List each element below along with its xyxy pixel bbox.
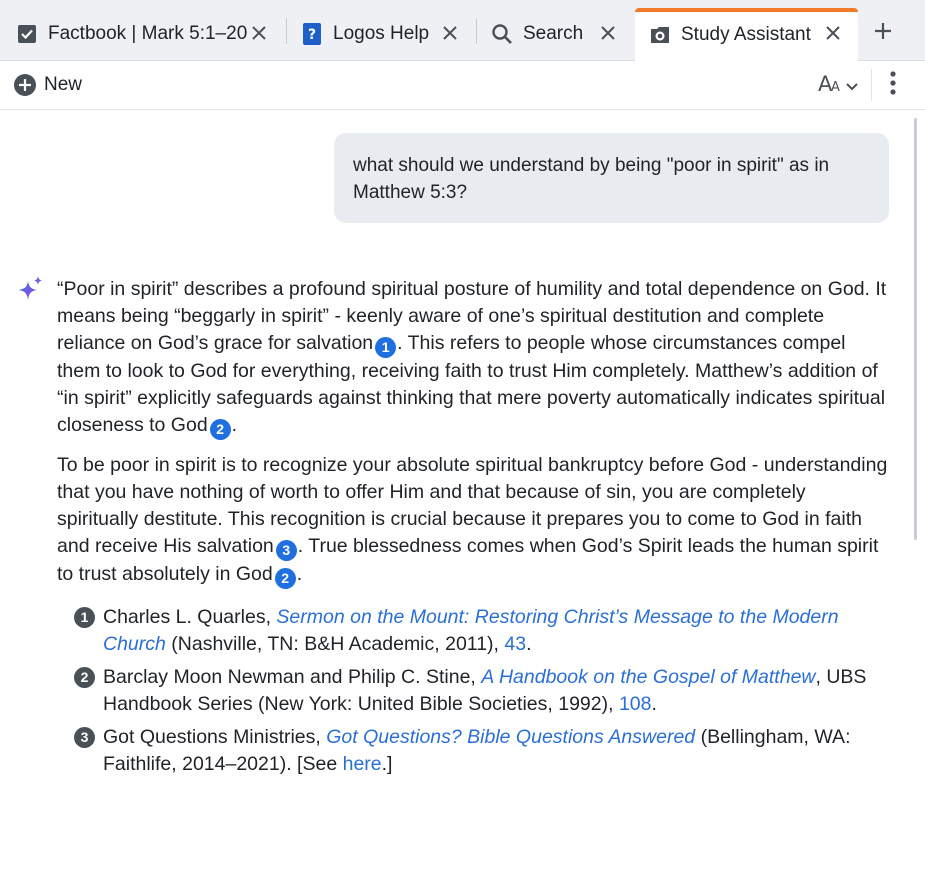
tab-search[interactable] [477, 8, 633, 60]
more-options-button[interactable] [883, 71, 903, 99]
close-icon[interactable] [439, 22, 461, 44]
reference-here-link[interactable]: here [342, 753, 382, 775]
assistant-answer [57, 276, 892, 601]
svg-text:?: ? [307, 27, 317, 43]
reference-item [74, 664, 894, 718]
svg-text:A: A [831, 80, 840, 94]
add-tab-button[interactable] [868, 18, 898, 48]
reference-end: . [526, 633, 532, 655]
new-button[interactable] [14, 72, 82, 98]
user-question-bubble [334, 133, 889, 223]
answer-text: “Poor in spirit” describes a profound spiritual posture of humility and total dependence on God. It means being “beggarly in spirit” - keenly aware of one’s spiritual destitution and complete reliance on God’s grace for salvation [57, 278, 887, 354]
tab-label: Search [523, 23, 584, 44]
reference-page-link[interactable]: 108 [618, 693, 652, 715]
kebab-menu-icon [890, 71, 896, 100]
chevron-down-icon [846, 75, 858, 98]
scrollbar[interactable] [914, 118, 917, 540]
reference-number: 1 [74, 607, 95, 628]
search-icon [491, 23, 513, 45]
close-icon[interactable] [248, 22, 270, 44]
answer-text: . [231, 414, 238, 436]
citation-badge[interactable]: 2 [210, 419, 231, 440]
close-icon[interactable] [822, 22, 844, 44]
reference-author: Got Questions Ministries, [103, 726, 327, 748]
reference-publication: , UBS Handbook Series (New York: United Bible Societies, 1992), [103, 666, 867, 715]
reference-author: Charles L. Quarles, [103, 606, 277, 628]
answer-paragraph [57, 452, 892, 589]
tab-label: Study Assistant [681, 23, 811, 45]
citation-badge[interactable]: 2 [275, 568, 296, 589]
reference-publication: (Nashville, TN: B&H Academic, 2011), [165, 633, 505, 655]
reference-number: 2 [74, 667, 95, 688]
tab-bar [0, 0, 925, 61]
close-icon[interactable] [597, 22, 619, 44]
reference-number: 3 [74, 727, 95, 748]
reference-item [74, 604, 894, 658]
toolbar-divider [871, 69, 872, 101]
reference-title-link[interactable]: Got Questions? Bible Questions Answered [326, 726, 696, 748]
svg-text:A: A [818, 72, 833, 94]
answer-text: To be poor in spirit is to recognize your absolute spiritual bankruptcy before God - understanding that you have nothing of worth to offer Him and that because of sin, you are completely spiritually destitute. This recognition is crucial because it prepares you to come to God in faith and receive His salvation [57, 454, 888, 557]
tab-label: Factbook | Mark 5:1–20 [48, 23, 248, 44]
plus-circle-icon [14, 74, 36, 96]
tab-logos-help[interactable] [287, 8, 475, 60]
tab-study-assistant[interactable] [635, 8, 858, 61]
reference-item [74, 724, 894, 778]
tab-factbook[interactable] [0, 8, 284, 60]
font-size-icon [818, 72, 844, 100]
reference-publication: (Bellingham, WA: Faithlife, 2014–2021). [See [103, 726, 851, 775]
study-assistant-icon [649, 24, 671, 46]
tab-label: Logos Help [333, 23, 430, 44]
reference-author: Barclay Moon Newman and Philip C. Stine, [103, 666, 482, 688]
ai-sparkle-icon [16, 275, 44, 303]
answer-text: . True blessedness comes when God’s Spirit leads the human spirit to trust absolutely in God [57, 535, 879, 585]
answer-text: . This refers to people whose circumstances compel them to look to God for everything, receiving faith to trust Him completely. Matthew’s addition of “in spirit” explicitly safeguards against thinking that mere poverty automatically indicates spiritual closeness to God [57, 332, 886, 436]
reference-end: .] [381, 753, 393, 775]
plus-icon [873, 21, 893, 46]
user-question-text: what should we understand by being "poor in spirit" as in Matthew 5:3? [353, 155, 830, 203]
reference-end: . [651, 693, 657, 715]
reference-page-link[interactable]: 43 [504, 633, 527, 655]
reference-title-link[interactable]: Sermon on the Mount: Restoring Christ’s Message to the Modern Church [103, 606, 839, 655]
answer-text: . [296, 563, 303, 585]
font-size-button[interactable] [818, 73, 858, 99]
citation-badge[interactable]: 3 [276, 540, 297, 561]
toolbar [0, 61, 925, 110]
references-list [74, 604, 894, 784]
citation-badge[interactable]: 1 [375, 337, 396, 358]
reference-title-link[interactable]: A Handbook on the Gospel of Matthew [481, 666, 816, 688]
help-book-icon [301, 23, 323, 45]
checkbox-icon [16, 23, 38, 45]
answer-paragraph [57, 276, 892, 440]
new-button-label: New [44, 74, 83, 95]
